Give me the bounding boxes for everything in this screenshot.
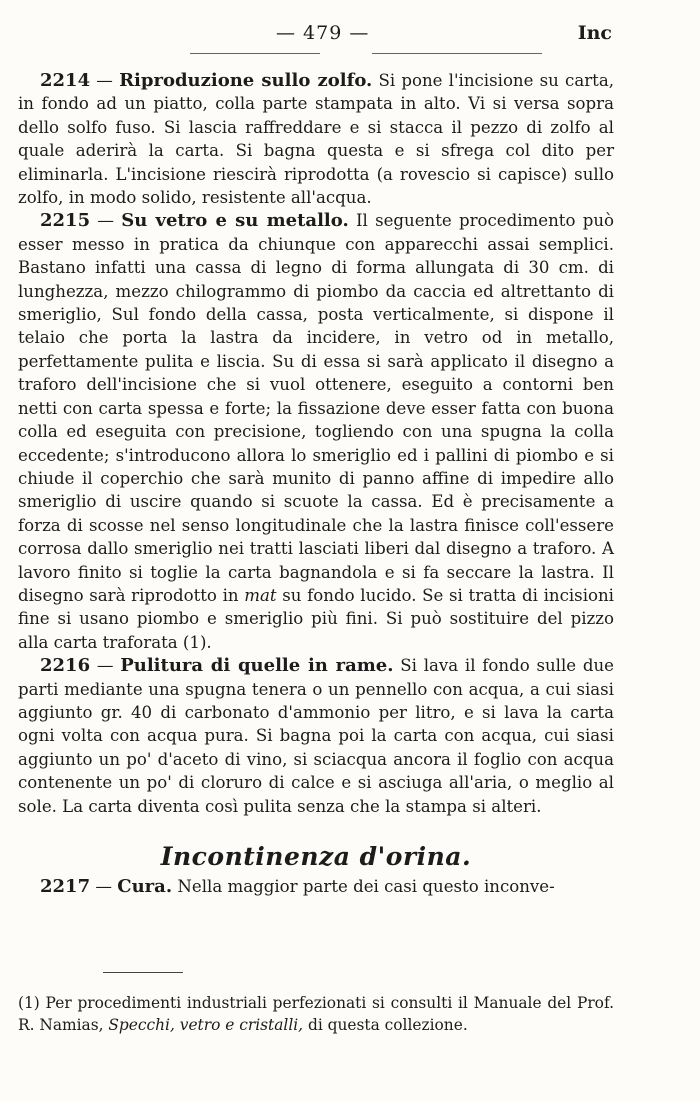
entry-title: Cura. <box>117 876 173 897</box>
footnote-italic: Specchi, vetro e cristalli, <box>108 1016 304 1034</box>
entry-italic: mat <box>244 585 277 605</box>
section-title: Incontinenza d'orina. <box>160 842 472 871</box>
entry-2216 <box>18 654 614 818</box>
entry-number: 2216 <box>40 655 91 677</box>
entry-dash: — <box>90 211 122 231</box>
entry-number: 2215 <box>40 210 91 232</box>
entry-text: Si lava il fondo sulle due parti mediante una spugna tenera o un pennello con acqua, a cui siasi aggiunto gr. 40 di carbonato d'ammonio per litro, e si lava la carta ogni volta con acqua pura. Si bagna poi la carta con acqua, cui siasi aggiunto un po' d'aceto di vino, si sciacqua ancora il foglio con acqua contenente un po' di cloruro di calce e si asciuga all'aria, o meglio al sole. La carta diventa così pulita senza che la stampa si alteri. <box>18 656 614 816</box>
header-rule-left <box>190 53 320 54</box>
entry-dash: — <box>90 71 120 90</box>
header-rule-right <box>372 53 542 54</box>
entry-2214 <box>18 69 614 209</box>
entry-text: Il seguente procedimento può esser messo in pratica da chiunque con apparecchi assai semplici. Bastano infatti una cassa di legno di forma allungata di 30 cm. di lunghezza, mezzo chilogrammo di piombo da caccia ed altrettanto di smeriglio, Sul fondo della cassa, posta verticalmente, si dispone il telaio che porta la lastra da incidere, in vetro od in metallo, perfettamente pulita e liscia. Su di essa si sarà applicato il disegno a traforo dell'incisione che si vuol ottenere, eseguito a contorni ben netti con carta spessa e forte; la fissazione deve esser fatta con buona colla ed eseguita con precisione, togliendo con una spugna la colla eccedente; s'introducono allora lo smeriglio ed i pallini di piombo e si chiude il coperchio che sarà munito di panno affine di impedire allo smeriglio di uscire quando si scuote la cassa. Ed è precisamente a forza di scosse nel senso longitudinale che la lastra finisce coll'essere corrosa dallo smeriglio nei tratti lasciati liberi dal disegno a traforo. A lavoro finito si toglie la carta bagnandola e si fa seccare la lastra. Il disegno sarà riprodotto in <box>18 211 614 605</box>
entry-dash: — <box>90 877 118 896</box>
footnote <box>18 992 614 1036</box>
entry-text: Nella maggior parte dei casi questo inconve- <box>172 877 555 896</box>
entry-text: Si pone l'incisione su carta, in fondo ad un piatto, colla parte stampata in alto. Vi si versa sopra dello solfo fuso. Si lascia raffreddare e si stacca il pezzo di zolfo al quale aderirà la carta. Si bagna questa e si sfrega col dito per eliminarla. L'incisione riescirà riprodotta (a rovescio si capisce) sullo zolfo, in modo solido, resistente all'acqua. <box>18 71 614 208</box>
entry-title: Riproduzione sullo zolfo. <box>119 70 373 91</box>
entry-number: 2217 <box>40 876 91 897</box>
entry-2215 <box>18 209 614 654</box>
page-number: — 479 — <box>276 22 370 44</box>
entry-2217 <box>18 875 614 898</box>
entry-text-continued: su fondo lucido. Se si tratta di incisioni fine si usano piombo e smeriglio più fini. Si può sostituire del pizzo alla carta traforata (1). <box>18 585 614 652</box>
footnote-suffix: di questa collezione. <box>303 1016 468 1034</box>
page-header <box>0 22 700 52</box>
entry-title: Su vetro e su metallo. <box>121 210 349 232</box>
body-text <box>18 69 614 898</box>
entry-title: Pulitura di quelle in rame. <box>120 655 394 677</box>
footnote-rule <box>103 972 183 973</box>
running-head: Inc <box>577 22 612 44</box>
entry-number: 2214 <box>40 70 91 91</box>
entry-dash: — <box>90 656 121 676</box>
footnote-text: (1) Per procedimenti industriali perfezionati si consulti il Manuale del Prof. R. Namias, <box>18 994 614 1034</box>
